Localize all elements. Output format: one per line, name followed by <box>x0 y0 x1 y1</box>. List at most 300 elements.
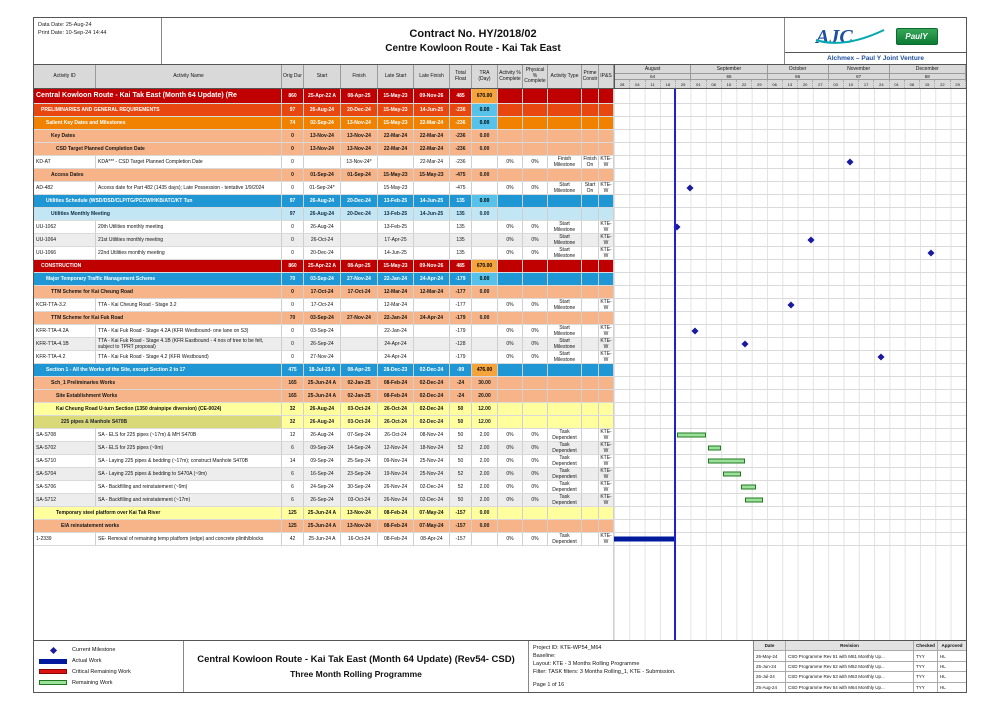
revision-cell: TYY <box>914 683 938 692</box>
table-header <box>34 65 966 89</box>
revision-col-header: Checked <box>914 641 938 650</box>
actual-legend-icon <box>39 659 67 664</box>
cell-tf: 135 <box>450 195 472 207</box>
cell-at: Finish Milestone <box>548 156 582 168</box>
gantt-row-canvas <box>614 169 966 181</box>
cell-od: 0 <box>282 156 304 168</box>
cell-tra: 12.00 <box>472 403 498 415</box>
gantt-row-canvas <box>614 143 966 155</box>
cell-pc <box>582 455 599 467</box>
cell-tra <box>472 338 498 350</box>
cell-activity-name: Access date for Part 482 (1435 days); Late Possession - tentative 1/9/2024 <box>96 182 282 194</box>
cell-activity-id: KFR-TTA-4.2A <box>34 325 96 337</box>
cell-ls: 15-May-23 <box>378 104 414 116</box>
cell-tf: 52 <box>450 481 472 493</box>
cell-ls: 15-May-23 <box>378 260 414 272</box>
cell-finish: 27-Nov-24 <box>341 273 378 285</box>
column-header-ls: Late Start <box>378 65 414 88</box>
cell-tf: -236 <box>450 143 472 155</box>
project-info-line: Filter: TASK filters: 3 Months Rolling_1, KTE - Submission. <box>533 669 676 675</box>
footer-title-line2: Three Month Rolling Programme <box>290 669 422 679</box>
cell-pp: 0% <box>523 455 548 467</box>
cell-tra: 670.00 <box>472 260 498 272</box>
cell-pp <box>523 273 548 285</box>
cell-band-name: 225 pipes & Manhole S470B <box>34 416 282 428</box>
activity-row <box>34 481 966 494</box>
cell-ips: KTE-W <box>599 442 614 454</box>
activity-row <box>34 247 966 260</box>
activity-row <box>34 533 966 546</box>
cell-finish: 30-Sep-24 <box>341 481 378 493</box>
remaining-work-bar <box>745 498 763 503</box>
activity-row <box>34 351 966 364</box>
cell-activity-name: SA - Backfilling and reinstatement (~17m) <box>96 494 282 506</box>
cell-band-name: Kai Cheung Road U-turn Section (1350 drainpipe diversion) (CE-0024) <box>34 403 282 415</box>
cell-od: 6 <box>282 468 304 480</box>
wbs-band-row <box>34 130 966 143</box>
gantt-row-canvas <box>614 130 966 142</box>
cell-finish: 13-Nov-24 <box>341 507 378 519</box>
timescale-months-row <box>615 65 966 74</box>
cell-start: 26-Aug-24 <box>304 208 341 220</box>
cell-od: 0 <box>282 247 304 259</box>
cell-start: 09-Sep-24 <box>304 442 341 454</box>
cell-lf: 09-Nov-26 <box>414 89 450 103</box>
cell-ap: 0% <box>498 351 523 363</box>
cell-ls: 13-Feb-25 <box>378 195 414 207</box>
cell-ips <box>599 208 614 220</box>
cell-pc <box>582 325 599 337</box>
cell-ap: 0% <box>498 182 523 194</box>
cell-at <box>548 273 582 285</box>
cell-ips <box>599 273 614 285</box>
cell-ls: 08-Feb-24 <box>378 533 414 545</box>
cell-ls: 22-Jan-24 <box>378 273 414 285</box>
cell-at: Task Dependent <box>548 429 582 441</box>
cell-tf: -24 <box>450 377 472 389</box>
cell-ls: 08-Feb-24 <box>378 390 414 402</box>
cell-od: 0 <box>282 234 304 246</box>
cell-ls <box>378 156 414 168</box>
ajc-logo-icon <box>814 24 888 48</box>
cell-tra <box>472 182 498 194</box>
cell-tf: 50 <box>450 416 472 428</box>
cell-finish <box>341 182 378 194</box>
timescale-week-label: 18 <box>661 80 676 88</box>
timescale-week-label: 01 <box>691 80 706 88</box>
timescale-week-label: 29 <box>951 80 966 88</box>
cell-lf: 24-Apr-24 <box>414 312 450 324</box>
cell-ap <box>498 195 523 207</box>
revision-col-header: Revision <box>786 641 914 650</box>
cell-finish: 03-Oct-24 <box>341 403 378 415</box>
legend-label: Actual Work <box>72 658 102 665</box>
cell-od: 97 <box>282 195 304 207</box>
remaining-work-bar <box>677 433 706 438</box>
cell-pc <box>582 481 599 493</box>
report-frame <box>33 17 967 693</box>
cell-finish: 25-Sep-24 <box>341 455 378 467</box>
cell-start: 25-Jun-24 A <box>304 507 341 519</box>
cell-pp <box>523 89 548 103</box>
cell-ips <box>599 312 614 324</box>
cell-band-name: CSD Target Planned Completion Date <box>34 143 282 155</box>
cell-activity-name: SA - Backfilling and reinstatement (~9m) <box>96 481 282 493</box>
cell-ips: KTE-W <box>599 468 614 480</box>
cell-lf: 02-Dec-24 <box>414 390 450 402</box>
cell-tra <box>472 247 498 259</box>
cell-at: Start Milestone <box>548 234 582 246</box>
timescale-week-label: 20 <box>798 80 813 88</box>
cell-pc <box>582 429 599 441</box>
cell-od: 0 <box>282 169 304 181</box>
cell-lf <box>414 234 450 246</box>
cell-activity-id: UU-1062 <box>34 221 96 233</box>
cell-ls: 24-Apr-24 <box>378 338 414 350</box>
cell-pc <box>582 416 599 428</box>
cell-activity-id: SA-S704 <box>34 468 96 480</box>
cell-at <box>548 208 582 220</box>
cell-tf: 485 <box>450 89 472 103</box>
cell-ap: 0% <box>498 299 523 311</box>
cell-pp <box>523 169 548 181</box>
pauly-logo-icon: PaulY <box>896 28 938 45</box>
cell-ips <box>599 117 614 129</box>
cell-ls: 14-Jun-25 <box>378 247 414 259</box>
cell-activity-name: TTA - Kai Fuk Road - Stage 4.2 (KFR Westbound) <box>96 351 282 363</box>
activity-row <box>34 338 966 351</box>
revision-row <box>754 662 966 672</box>
cell-start: 25-Jun-24 A <box>304 520 341 532</box>
revision-col-header: Approved <box>938 641 966 650</box>
cell-pp <box>523 377 548 389</box>
report-header <box>34 18 966 65</box>
cell-start: 03-Sep-24 <box>304 312 341 324</box>
cell-tra: 2.00 <box>472 468 498 480</box>
cell-activity-name: SE- Removal of remaining temp platform (edge) and concrete plinth/blocks <box>96 533 282 545</box>
cell-activity-id: KCR-TTA-3.2 <box>34 299 96 311</box>
wbs-band-row <box>34 89 966 104</box>
cell-ap: 0% <box>498 338 523 350</box>
cell-band-name: Utilities Monthly Meeting <box>34 208 282 220</box>
actual-work-bar <box>614 537 675 542</box>
legend-item <box>39 669 178 675</box>
cell-tf: 485 <box>450 260 472 272</box>
remaining-work-bar <box>741 485 756 490</box>
cell-od: 70 <box>282 312 304 324</box>
cell-lf: 02-Dec-24 <box>414 416 450 428</box>
activity-row <box>34 468 966 481</box>
cell-pp: 0% <box>523 481 548 493</box>
timescale-week-label: 15 <box>920 80 935 88</box>
cell-od: 475 <box>282 364 304 376</box>
cell-finish: 08-Apr-25 <box>341 364 378 376</box>
cell-at <box>548 403 582 415</box>
cell-ips: KTE-W <box>599 338 614 350</box>
cell-band-name: PRELIMINARIES AND GENERAL REQUIREMENTS <box>34 104 282 116</box>
gantt-legend <box>34 641 184 692</box>
cell-ap <box>498 130 523 142</box>
cell-start: 16-Sep-24 <box>304 468 341 480</box>
cell-tf: 50 <box>450 403 472 415</box>
cell-ips: KTE-W <box>599 234 614 246</box>
cell-finish <box>341 247 378 259</box>
timescale-month-label: December <box>890 65 966 73</box>
cell-od: 32 <box>282 416 304 428</box>
cell-pc <box>582 260 599 272</box>
cell-start: 02-Sep-24 <box>304 117 341 129</box>
cell-ips <box>599 195 614 207</box>
cell-at <box>548 520 582 532</box>
cell-at: Start Milestone <box>548 221 582 233</box>
timescale-week-label: 17 <box>859 80 874 88</box>
cell-ips: KTE-W <box>599 247 614 259</box>
cell-lf <box>414 182 450 194</box>
timescale-week-label: 08 <box>905 80 920 88</box>
wbs-band-row <box>34 104 966 117</box>
cell-start: 18-Jul-23 A <box>304 364 341 376</box>
cell-tf: 135 <box>450 221 472 233</box>
cell-ls: 22-Mar-24 <box>378 143 414 155</box>
cell-pc <box>582 195 599 207</box>
cell-ips: KTE-W <box>599 156 614 168</box>
cell-pp: 0% <box>523 234 548 246</box>
cell-pp <box>523 208 548 220</box>
cell-at <box>548 507 582 519</box>
cell-od: 860 <box>282 89 304 103</box>
wbs-band-row <box>34 312 966 325</box>
cell-pc <box>582 507 599 519</box>
cell-finish: 03-Oct-24 <box>341 416 378 428</box>
revision-cell: CSD Programme Rev 52 with M62 Monthly Up... <box>786 662 914 671</box>
cell-activity-id: KFR-TTA-4.2 <box>34 351 96 363</box>
gantt-row-canvas <box>614 403 966 415</box>
cell-band-name: Site Establishment Works <box>34 390 282 402</box>
cell-ls: 15-May-23 <box>378 182 414 194</box>
cell-od: 125 <box>282 520 304 532</box>
wbs-band-row <box>34 403 966 416</box>
cell-od: 32 <box>282 403 304 415</box>
cell-ips <box>599 403 614 415</box>
cell-activity-id: SA-S712 <box>34 494 96 506</box>
cell-activity-name: 20th Utilities monthly meeting <box>96 221 282 233</box>
milestone-icon <box>807 236 814 243</box>
timescale-week-label: 27 <box>813 80 828 88</box>
cell-start: 17-Oct-24 <box>304 286 341 298</box>
cell-ap <box>498 117 523 129</box>
cell-lf: 14-Jun-25 <box>414 195 450 207</box>
cell-ls: 15-May-23 <box>378 169 414 181</box>
timescale-period-number: 67 <box>829 74 890 79</box>
logo-block <box>784 18 966 64</box>
cell-ap <box>498 286 523 298</box>
timescale-month-label: October <box>768 65 829 73</box>
cell-lf: 02-Dec-24 <box>414 403 450 415</box>
cell-tra: 0.00 <box>472 169 498 181</box>
contract-number-title: Contract No. HY/2018/02 <box>409 28 537 40</box>
cell-pc <box>582 208 599 220</box>
column-header-tf: Total Float <box>450 65 472 88</box>
cell-tra: 0.00 <box>472 507 498 519</box>
cell-ls: 24-Apr-24 <box>378 351 414 363</box>
cell-lf: 08-Nov-24 <box>414 429 450 441</box>
gantt-row-canvas <box>614 104 966 116</box>
cell-ips: KTE-W <box>599 299 614 311</box>
cell-lf: 22-Mar-24 <box>414 130 450 142</box>
report-title-block <box>162 18 784 64</box>
joint-venture-caption: Alchmex – Paul Y Joint Venture <box>785 52 966 64</box>
cell-ap: 0% <box>498 533 523 545</box>
cell-od: 0 <box>282 130 304 142</box>
cell-activity-name: SA - ELS for 225 pipes (~9m) <box>96 442 282 454</box>
cell-tra <box>472 221 498 233</box>
revision-cell: 25-Jun-24 <box>754 662 786 671</box>
cell-finish: 20-Dec-24 <box>341 195 378 207</box>
activity-row <box>34 221 966 234</box>
cell-pp: 0% <box>523 468 548 480</box>
cell-at <box>548 416 582 428</box>
cell-pc <box>582 117 599 129</box>
cell-finish: 08-Apr-25 <box>341 260 378 272</box>
legend-symbol <box>39 659 67 664</box>
cell-start: 09-Sep-24 <box>304 455 341 467</box>
revision-cell: 26-May-24 <box>754 651 786 660</box>
cell-start <box>304 156 341 168</box>
cell-lf: 02-Dec-24 <box>414 481 450 493</box>
wbs-band-row <box>34 507 966 520</box>
cell-ls: 13-Feb-25 <box>378 221 414 233</box>
activity-row <box>34 299 966 312</box>
cell-ls: 22-Mar-24 <box>378 130 414 142</box>
revision-cell: TYY <box>914 651 938 660</box>
cell-ap: 0% <box>498 247 523 259</box>
gantt-row-canvas <box>614 195 966 207</box>
cell-od: 6 <box>282 442 304 454</box>
cell-tra: 30.00 <box>472 377 498 389</box>
cell-start: 03-Sep-24 <box>304 273 341 285</box>
cell-ap <box>498 208 523 220</box>
cell-start: 25-Apr-22 A <box>304 89 341 103</box>
date-info-box <box>34 18 162 64</box>
cell-pp: 0% <box>523 299 548 311</box>
cell-at: Task Dependent <box>548 533 582 545</box>
cell-tra: 2.00 <box>472 429 498 441</box>
cell-od: 165 <box>282 377 304 389</box>
cell-pp <box>523 130 548 142</box>
timescale-period-number: 68 <box>890 74 966 79</box>
cell-lf: 24-Apr-24 <box>414 273 450 285</box>
gantt-row-canvas <box>614 390 966 402</box>
milestone-icon <box>691 327 698 334</box>
cell-ls: 26-Oct-24 <box>378 416 414 428</box>
gantt-row-canvas <box>614 89 966 103</box>
cell-finish: 14-Sep-24 <box>341 442 378 454</box>
cell-tra: 2.00 <box>472 455 498 467</box>
cell-ips <box>599 520 614 532</box>
cell-pc: Start On <box>582 182 599 194</box>
cell-activity-id: SA-S710 <box>34 455 96 467</box>
cell-pc <box>582 286 599 298</box>
cell-at: Task Dependent <box>548 455 582 467</box>
legend-label: Current Milestone <box>72 647 116 654</box>
cell-od: 0 <box>282 286 304 298</box>
cell-band-name: Major Temporary Traffic Management Scheme <box>34 273 282 285</box>
cell-start: 27-Nov-24 <box>304 351 341 363</box>
wbs-band-row <box>34 520 966 533</box>
critical-legend-icon <box>39 669 67 674</box>
cell-start: 26-Aug-24 <box>304 195 341 207</box>
cell-at <box>548 377 582 389</box>
cell-activity-id: KD-AT <box>34 156 96 168</box>
revision-cell: 25-Aug-24 <box>754 683 786 692</box>
footer-title-line1: Central Kowloon Route - Kai Tak East (Month 64 Update) (Rev54- CSD) <box>197 654 515 665</box>
cell-ips: KTE-W <box>599 533 614 545</box>
cell-ips <box>599 89 614 103</box>
activity-row <box>34 442 966 455</box>
cell-pp: 0% <box>523 221 548 233</box>
cell-band-name: Central Kowloon Route - Kai Tak East (Month 64 Update) (Re <box>34 89 282 103</box>
timescale-period-number: 64 <box>615 74 691 79</box>
cell-tra <box>472 351 498 363</box>
cell-pc <box>582 403 599 415</box>
timescale-period-number: 66 <box>768 74 829 79</box>
cell-pp <box>523 143 548 155</box>
legend-symbol <box>39 669 67 674</box>
timescale-week-label: 04 <box>630 80 645 88</box>
cell-lf <box>414 221 450 233</box>
gantt-row-canvas <box>614 234 966 246</box>
cell-pc <box>582 234 599 246</box>
cell-od: 97 <box>282 104 304 116</box>
cell-at <box>548 130 582 142</box>
cell-ap <box>498 273 523 285</box>
cell-ap: 0% <box>498 481 523 493</box>
cell-at: Start Milestone <box>548 351 582 363</box>
cell-at: Task Dependent <box>548 468 582 480</box>
timescale-week-label: 28 <box>615 80 630 88</box>
gantt-row-canvas <box>614 494 966 506</box>
cell-od: 125 <box>282 507 304 519</box>
revision-cell: HL <box>940 653 946 659</box>
gantt-row-canvas <box>614 533 966 545</box>
gantt-row-canvas <box>614 429 966 441</box>
cell-pc <box>582 351 599 363</box>
cell-ap: 0% <box>498 221 523 233</box>
gantt-row-canvas <box>614 377 966 389</box>
cell-finish: 03-Oct-24 <box>341 494 378 506</box>
cell-tra: 0.00 <box>472 208 498 220</box>
cell-lf <box>414 325 450 337</box>
cell-pp <box>523 507 548 519</box>
cell-activity-id: 1-2339 <box>34 533 96 545</box>
cell-tf: -179 <box>450 312 472 324</box>
timescale-month-label: September <box>691 65 767 73</box>
cell-od: 97 <box>282 208 304 220</box>
cell-pc <box>582 442 599 454</box>
columns-header <box>34 65 615 88</box>
gantt-row-canvas <box>614 286 966 298</box>
timescale-week-label: 29 <box>752 80 767 88</box>
cell-tf: 50 <box>450 429 472 441</box>
cell-activity-id: SA-S706 <box>34 481 96 493</box>
cell-start: 26-Aug-24 <box>304 221 341 233</box>
cell-od: 165 <box>282 390 304 402</box>
cell-pc: Finish On <box>582 156 599 168</box>
logos-row <box>785 18 966 52</box>
cell-ips <box>599 286 614 298</box>
cell-tra: 0.00 <box>472 195 498 207</box>
cell-pc <box>582 468 599 480</box>
